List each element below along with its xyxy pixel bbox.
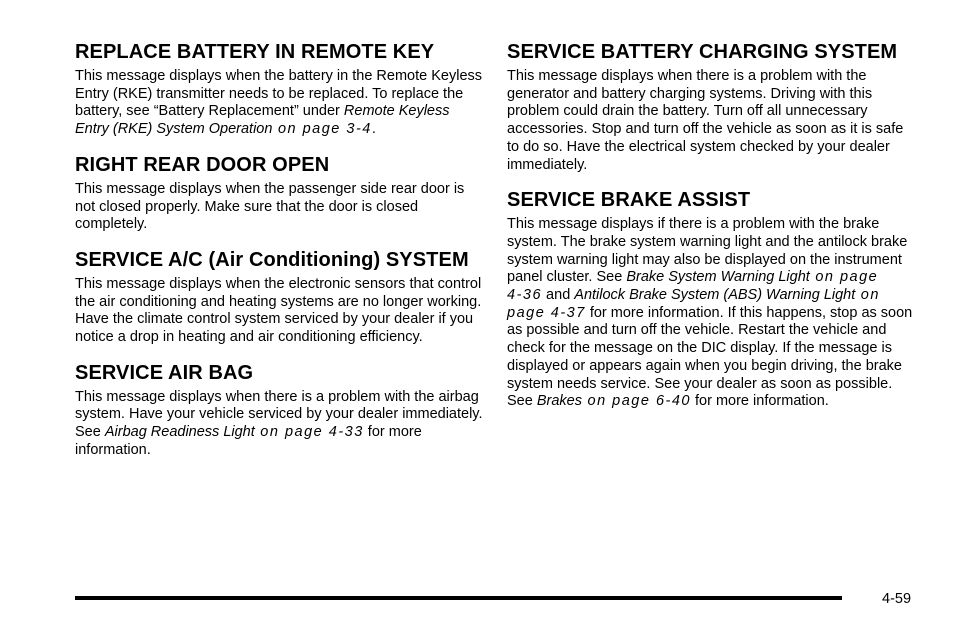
cross-reference-link[interactable]: Antilock Brake System (ABS) Warning Light: [574, 287, 856, 304]
body-service-ac: This message displays when the electronic sensors that control the air conditioning and heating systems are no longer working. Have the climate control system serviced by your dealer if you notice a drop in heating and air conditioning efficiency.: [75, 275, 482, 346]
cross-reference-link[interactable]: Brakes: [536, 393, 582, 410]
body-replace-battery: [75, 68, 485, 139]
cross-reference-link[interactable]: Brake System Warning Light: [626, 269, 810, 286]
body-text: .: [371, 121, 376, 138]
body-text: This message displays when the battery in the Remote Keyless Entry (RKE) transmitter needs to be replaced. To replace the battery, see “Battery Replacement” under: [75, 68, 483, 120]
cross-reference-page[interactable]: on page 6‑40: [581, 393, 691, 410]
cross-reference-page[interactable]: on page 4‑37: [507, 287, 880, 321]
body-text: and: [542, 287, 575, 304]
cross-reference-link[interactable]: Airbag Readiness Light: [104, 424, 255, 441]
heading-service-battery-charging: SERVICE BATTERY CHARGING SYSTEM: [507, 41, 898, 63]
heading-service-ac: SERVICE A/C (Air Conditioning) SYSTEM: [75, 248, 469, 271]
body-text: for more information. If this happens, stop as soon as possible and turn off the vehicle. Restart the vehicle and check for the message on the DIC display. If the message is displayed or appears again when you begin driving, the brake system needs service. See your dealer as soon as possible. See: [507, 304, 913, 410]
cross-reference-page[interactable]: on page 3‑4: [272, 121, 372, 138]
heading-service-air-bag: SERVICE AIR BAG: [75, 361, 254, 384]
body-text: for more information.: [75, 424, 422, 458]
right-column: [507, 40, 917, 425]
cross-reference-link[interactable]: Remote Keyless Entry (RKE) System Operation: [75, 103, 450, 138]
body-service-air-bag: [75, 389, 485, 460]
heading-right-rear-door: RIGHT REAR DOOR OPEN: [75, 153, 330, 176]
left-column: [75, 40, 485, 474]
page-number: 4-59: [882, 591, 912, 607]
section-service-brake-assist: [507, 188, 917, 411]
section-service-air-bag: [75, 361, 485, 460]
section-service-battery-charging: [507, 40, 917, 174]
section-replace-battery: [75, 40, 485, 139]
section-right-rear-door: [75, 153, 485, 234]
body-right-rear-door: This message displays when the passenger side rear door is not closed properly. Make sure that the door is closed completely.: [75, 180, 465, 233]
heading-replace-battery: REPLACE BATTERY IN REMOTE KEY: [75, 41, 435, 63]
section-service-ac: [75, 248, 485, 347]
cross-reference-page[interactable]: on page 4‑36: [507, 269, 879, 304]
heading-service-brake-assist: SERVICE BRAKE ASSIST: [507, 189, 751, 212]
cross-reference-page[interactable]: on page 4‑33: [254, 424, 364, 441]
body-text: This message displays when there is a problem with the airbag system. Have your vehicle serviced by your dealer immediately. See: [75, 388, 483, 441]
body-text: This message displays if there is a problem with the brake system. The brake system warning light and the antilock brake system warning light may also be displayed on the instrument panel cluster. See: [507, 216, 908, 286]
body-service-brake-assist: [507, 216, 917, 411]
body-service-battery-charging: This message displays when there is a problem with the generator and battery charging systems. Driving with this problem could drain the battery. Turn off all unnecessary accessories. Stop and turn off the vehicle as soon as it is safe to do so. Have the electrical system checked by your dealer immediately.: [507, 68, 904, 173]
body-text: for more information.: [690, 393, 829, 410]
footer-rule: [75, 596, 842, 600]
